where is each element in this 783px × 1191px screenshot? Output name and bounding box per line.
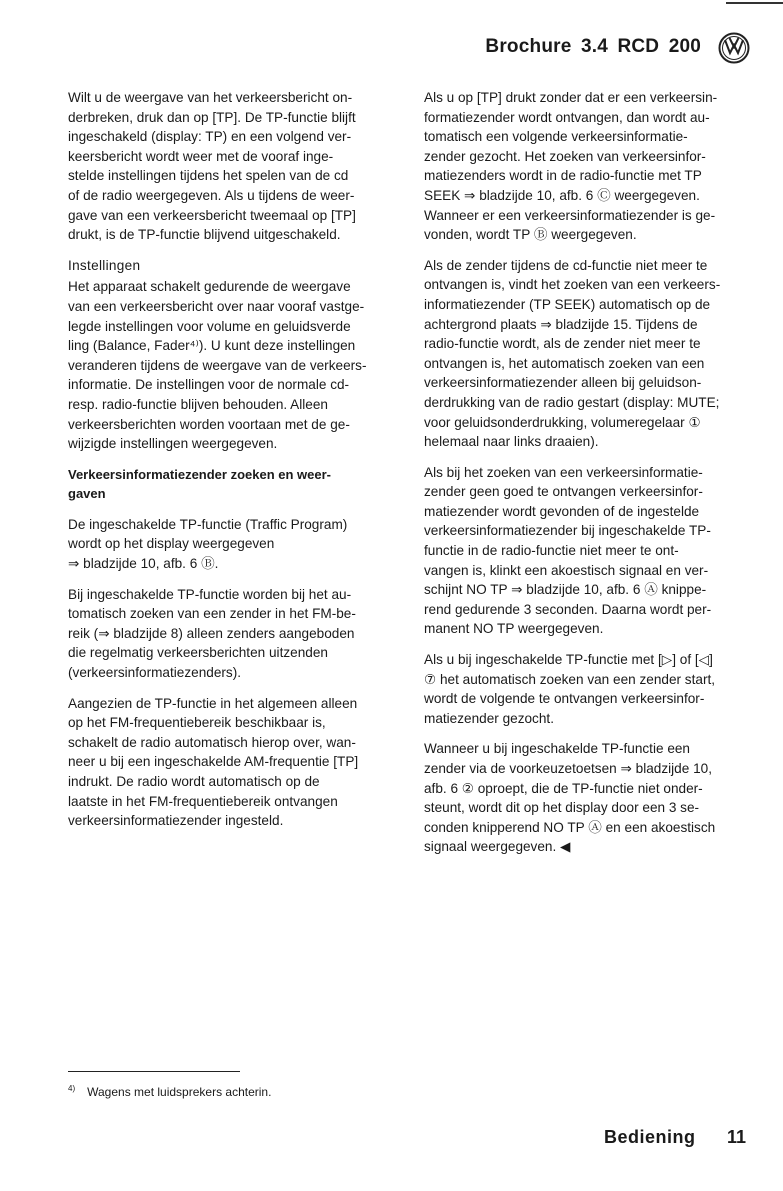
text-line: op het FM-frequentiebereik beschikbaar is, (68, 715, 326, 731)
text-line: gaven (68, 486, 106, 502)
text-line: verkeersberichten worden voortaan met de ge- (68, 416, 350, 432)
paragraph (424, 256, 759, 452)
top-rule (726, 2, 783, 4)
text-line: vangen is, klinkt een akoestisch signaal en ver- (424, 562, 709, 578)
text-line: tomatisch een volgende verkeersinformatie- (424, 129, 688, 145)
text-line: functie in de radio-functie niet meer te ont- (424, 543, 679, 559)
text-line: veranderen tijdens de weergave van de verkeers- (68, 357, 367, 373)
text-line: voor geluidsonderdrukking, volumeregelaar ① (424, 414, 701, 430)
paragraph (424, 88, 759, 245)
text-line: keersbericht wordt weer met de vooraf inge- (68, 148, 334, 164)
text-line: laatste in het FM-frequentiebereik ontvangen (68, 793, 338, 809)
text-line: SEEK ⇒ bladzijde 10, afb. 6 Ⓒ weergegeven. (424, 187, 700, 203)
text-line: zender geen goed te ontvangen verkeersinfor- (424, 484, 703, 500)
text-line: reik (⇒ bladzijde 8) alleen zenders aangeboden (68, 625, 355, 641)
text-line: zender gezocht. Het zoeken van verkeersinfor- (424, 148, 706, 164)
section-heading (68, 256, 403, 276)
text-line: ⑦ het automatisch zoeken van een zender start, (424, 671, 716, 687)
paragraph (424, 739, 759, 857)
text-line: of de radio weergegeven. Als u tijdens de weer- (68, 187, 355, 203)
text-line: ling (Balance, Fader⁴⁾). U kunt deze instellingen (68, 338, 356, 354)
left-column (68, 88, 403, 842)
page-number: 11 (727, 1127, 747, 1147)
text-line: derbreken, druk dan op [TP]. De TP-functie blijft (68, 109, 356, 125)
text-line: Als bij het zoeken van een verkeersinformatie- (424, 464, 703, 480)
text-line: gave van een verkeersbericht tweemaal op [TP] (68, 207, 356, 223)
footnote-rule (68, 1071, 240, 1072)
paragraph (68, 515, 403, 574)
text-line: steunt, wordt dit op het display door een 3 se- (424, 800, 700, 816)
text-line: Het apparaat schakelt gedurende de weergave (68, 279, 351, 295)
text-line: De ingeschakelde TP-functie (Traffic Program) (68, 516, 348, 532)
text-line: schijnt NO TP ⇒ bladzijde 10, afb. 6 Ⓐ knippe- (424, 582, 707, 598)
vw-logo-icon (718, 32, 750, 64)
text-line: conden knipperend NO TP Ⓐ en een akoestisch (424, 819, 716, 835)
text-line: wordt op het display weergegeven (68, 536, 275, 552)
text-line: afb. 6 ② oproept, die de TP-functie niet onder- (424, 780, 703, 796)
text-line: derdrukking van de radio gestart (display: MUTE; (424, 394, 720, 410)
text-line: matiezender gezocht. (424, 710, 554, 726)
text-line: ingeschakeld (display: TP) en een volgend ver- (68, 129, 352, 145)
text-line: Wilt u de weergave van het verkeersbericht on- (68, 90, 353, 105)
text-line: verkeersinformatiezender alleen bij geluidson- (424, 375, 702, 391)
text-line: Instellingen (68, 257, 141, 273)
text-line: van een verkeersbericht over naar vooraf vastge- (68, 298, 365, 314)
text-line: schakelt de radio automatisch hierop over, wan- (68, 734, 356, 750)
text-line: die regelmatig verkeersberichten uitzenden (68, 645, 328, 661)
text-line: (verkeersinformatiezenders). (68, 665, 242, 681)
text-line: matiezender wordt gevonden of de ingestelde (424, 503, 700, 519)
text-line: ontvangen is, vindt het zoeken van een verkeers- (424, 277, 721, 293)
text-line: verkeersinformatiezender ingesteld. (68, 813, 284, 829)
paragraph (424, 650, 759, 728)
paragraph (424, 463, 759, 639)
text-line: verkeersinformatiezender bij ingeschakelde TP- (424, 523, 711, 539)
text-line: indrukt. De radio wordt automatisch op de (68, 774, 320, 789)
text-line: signaal weergegeven. ◀ (424, 839, 571, 855)
text-line: Bij ingeschakelde TP-functie worden bij het au- (68, 586, 352, 602)
footer-section: Bediening (604, 1127, 696, 1147)
text-line: achtergrond plaats ⇒ bladzijde 15. Tijdens de (424, 316, 698, 332)
right-column (424, 88, 759, 868)
footnote-text: Wagens met luidsprekers achterin. (87, 1085, 272, 1099)
page-header-title: Brochure 3.4 RCD 200 (485, 36, 701, 57)
paragraph (68, 585, 403, 683)
text-line: helemaal naar links draaien). (424, 434, 599, 450)
text-line: Wanneer er een verkeersinformatiezender is ge- (424, 207, 716, 223)
footnote-mark: 4) (68, 1084, 76, 1093)
text-line: vonden, wordt TP Ⓑ weergegeven. (424, 227, 637, 243)
text-line: Aangezien de TP-functie in het algemeen alleen (68, 695, 358, 711)
text-line: neer u bij een ingeschakelde AM-frequentie [TP] (68, 754, 359, 770)
paragraph (68, 88, 403, 245)
text-line: rend gedurende 3 seconden. Daarna wordt per- (424, 601, 712, 617)
paragraph (68, 694, 403, 831)
text-line: tomatisch zoeken van een zender in het FM-be- (68, 606, 356, 622)
text-line: stelde instellingen tijdens het spelen van de cd (68, 168, 349, 184)
text-line: formatiezender wordt ontvangen, dan wordt au- (424, 109, 710, 125)
text-line: radio-functie wordt, als de zender niet meer te (424, 336, 701, 352)
paragraph (68, 277, 403, 453)
text-line: wijzigde instellingen weergegeven. (68, 436, 278, 452)
text-line: informatie. De instellingen voor de normale cd- (68, 377, 350, 393)
footnote (68, 1084, 271, 1099)
text-line: matiezenders wordt in de radio-functie met TP (424, 168, 702, 184)
text-line: legde instellingen voor volume en geluidsverde (68, 318, 351, 334)
text-line: Als de zender tijdens de cd-functie niet meer te (424, 257, 708, 273)
text-line: ⇒ bladzijde 10, afb. 6 Ⓑ. (68, 556, 219, 572)
text-line: Verkeersinformatiezender zoeken en weer- (68, 466, 332, 482)
text-line: drukt, is de TP-functie blijvend uitgeschakeld. (68, 227, 341, 243)
section-heading (68, 465, 403, 504)
text-line: Als u op [TP] drukt zonder dat er een verkeersin- (424, 90, 718, 105)
text-line: informatiezender (TP SEEK) automatisch op de (424, 296, 711, 312)
text-line: Als u bij ingeschakelde TP-functie met [▷] of [◁] (424, 652, 713, 668)
text-line: Wanneer u bij ingeschakelde TP-functie een (424, 741, 690, 757)
text-line: ontvangen is, het automatisch zoeken van een (424, 355, 705, 371)
text-line: wordt de volgende te ontvangen verkeersinfor- (424, 691, 705, 707)
text-line: manent NO TP weergegeven. (424, 621, 604, 637)
text-line: zender via de voorkeuzetoetsen ⇒ bladzijde 10, (424, 761, 712, 776)
text-line: resp. radio-functie blijven behouden. Alleen (68, 396, 328, 412)
